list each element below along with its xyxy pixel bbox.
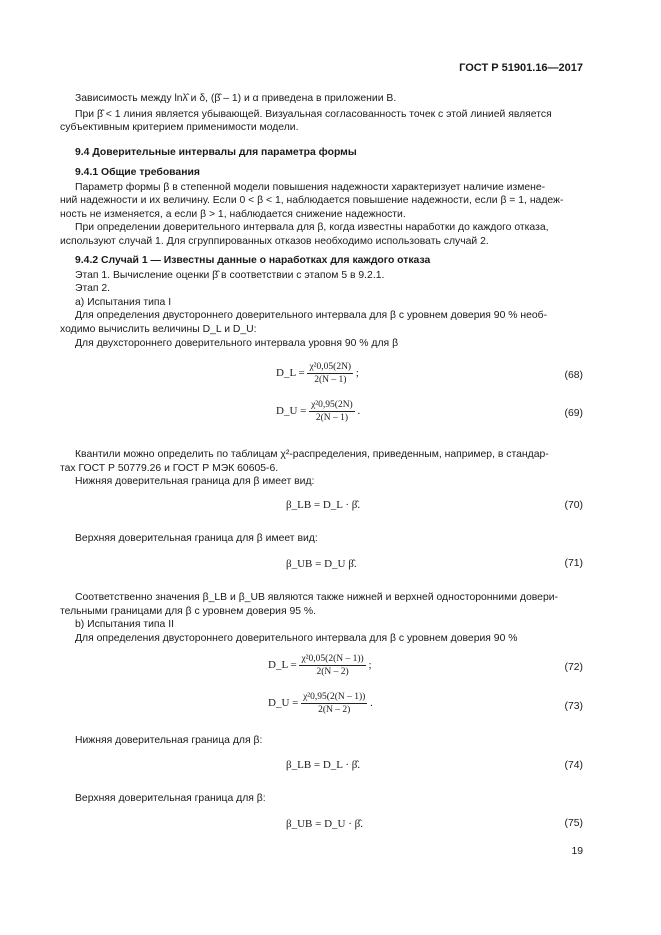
paragraph-line: Верхняя доверительная граница для β:	[75, 793, 266, 804]
formula-68	[276, 362, 359, 385]
equation-number: (69)	[564, 408, 583, 419]
paragraph-line: Для двухстороннего доверительного интервала уровня 90 % для β	[75, 337, 399, 349]
equation-number: (73)	[564, 701, 583, 712]
formula-numerator: χ²0,05(2N)	[309, 362, 352, 372]
formula-72	[268, 654, 372, 677]
paragraph-line: ний надежности и их величину. Если 0 < β < 1, наблюдается повышение надежности, если β = 1, надеж-	[60, 195, 564, 207]
upper-bound-label-2	[60, 792, 583, 806]
paragraph-line: тельными границами для β с уровнем доверия 95 %.	[60, 605, 317, 617]
respective-paragraph	[60, 591, 583, 645]
formula-73	[268, 692, 373, 715]
heading-text: 9.4.1 Общие требования	[75, 167, 200, 178]
equation-number: (74)	[564, 760, 583, 771]
paragraph-line: Параметр формы β в степенной модели повышения надежности характеризует наличие измене-	[75, 181, 546, 193]
paragraph-line: Нижняя доверительная граница для β:	[75, 735, 263, 746]
formula-69	[276, 400, 360, 423]
heading-text: 9.4.2 Случай 1 — Известны данные о наработках для каждого отказа	[75, 255, 431, 266]
intro-block	[60, 92, 583, 135]
formula-denominator: 2(N – 2)	[316, 667, 349, 677]
document-code: ГОСТ Р 51901.16—2017	[459, 62, 583, 74]
formula-lhs: D_U =	[268, 697, 299, 710]
formula-tail: .	[370, 697, 373, 710]
formula-numerator: χ²0,05(2(N – 1))	[301, 654, 364, 664]
paragraph-line: Для определения двустороннего доверительного интервала для β с уровнем доверия 90 % необ-	[75, 310, 548, 322]
formula-lhs: D_L =	[268, 659, 297, 672]
formula-numerator: χ²0,95(2(N – 1))	[303, 692, 366, 702]
lower-bound-label-2	[60, 734, 583, 748]
paragraph-line: Этап 2.	[75, 283, 111, 295]
formula-denominator: 2(N – 2)	[318, 705, 351, 715]
paragraph-line: тах ГОСТ Р 50779.26 и ГОСТ Р МЭК 60605-6.	[60, 462, 279, 474]
equation-number: (71)	[564, 558, 583, 569]
heading-text: 9.4 Доверительные интервалы для параметра формы	[75, 147, 357, 158]
section-9-4-1	[60, 166, 583, 249]
equation-number: (68)	[564, 370, 583, 381]
formula-lhs: D_U =	[276, 405, 307, 418]
lower-bound-label-1	[60, 475, 583, 489]
paragraph-line: b) Испытания типа II	[75, 619, 174, 631]
formula-denominator: 2(N – 1)	[314, 375, 347, 385]
section-9-4-2	[60, 254, 583, 350]
paragraph-line: Квантили можно определить по таблицам χ²-распределения, приведенным, например, в стандар-	[75, 449, 549, 460]
formula-denominator: 2(N – 1)	[315, 413, 349, 423]
upper-bound-label-1	[60, 532, 583, 546]
paragraph-line: Верхняя доверительная граница для β имеет вид:	[75, 533, 318, 544]
intro-line: Зависимость между lnλ̂ и δ, (β̂ – 1) и α приведена в приложении В.	[75, 93, 397, 104]
paragraph-line: Соответственно значения β_LB и β_UB являются также нижней и верхней односторонними довери-	[75, 592, 558, 603]
formula-numerator: χ²0,95(2N)	[311, 400, 353, 410]
paragraph-line: При определении доверительного интервала для β, когда известны наработки до каждого отказа,	[75, 222, 549, 234]
formula-74: β_LB = D_L · β̂.	[286, 759, 361, 771]
formula-lhs: D_L =	[276, 367, 305, 380]
page-number: 19	[571, 846, 583, 857]
formula-75: β_UB = D_U · β̂.	[286, 818, 363, 830]
paragraph-line: Нижняя доверительная граница для β имеет вид:	[75, 476, 315, 487]
intro-line: субъективным критерием применимости модели.	[60, 122, 299, 134]
formula-tail: ;	[368, 659, 372, 672]
formula-tail: .	[357, 405, 361, 418]
paragraph-line: Для определения двустороннего доверительного интервала для β с уровнем доверия 90 %	[75, 632, 518, 644]
formula-70: β_LB = D_L · β̂.	[286, 499, 361, 511]
paragraph-line: a) Испытания типа I	[75, 296, 172, 308]
equation-number: (72)	[564, 662, 583, 673]
paragraph-line: ность не изменяется, а если β > 1, наблюдается снижение надежности.	[60, 208, 406, 220]
formula-71: β_UB = D_U β̂.	[286, 558, 357, 570]
paragraph-line: Этап 1. Вычисление оценки β̂ в соответствии с этапом 5 в 9.2.1.	[75, 269, 385, 281]
paragraph-line: ходимо вычислить величины D_L и D_U:	[60, 323, 257, 335]
paragraph-line: используют случай 1. Для сгруппированных отказов необходимо использовать случай 2.	[60, 235, 489, 247]
quantiles-paragraph	[60, 448, 583, 475]
section-heading-9-4	[60, 146, 583, 160]
formula-tail: ;	[355, 367, 359, 380]
equation-number: (70)	[564, 500, 583, 511]
equation-number: (75)	[564, 818, 583, 829]
intro-line: При β̂ < 1 линия является убывающей. Визуальная согласованность точек с этой линией является	[75, 108, 552, 120]
